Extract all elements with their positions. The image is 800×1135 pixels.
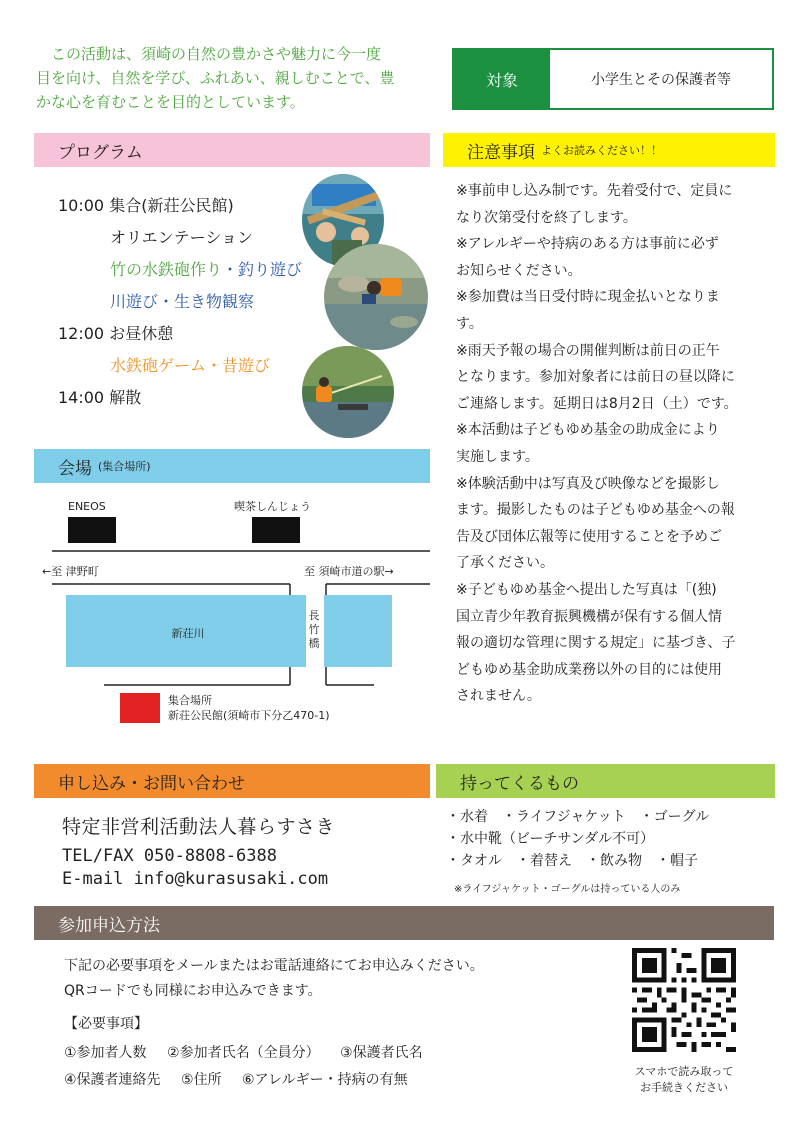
river-play-photo: [324, 244, 428, 350]
apply-line: 下記の必要事項をメールまたはお電話連絡にてお申込みください。: [64, 958, 484, 974]
org-name: 特定非営利活動法人暮らすさき: [62, 816, 336, 838]
program-title: プログラム: [58, 142, 143, 163]
bring-line: ・水中靴（ビーチサンダル不可）: [446, 831, 655, 847]
venue-subtitle: (集合場所): [98, 460, 151, 473]
notice-subtitle: よくお読みください！！: [541, 144, 662, 157]
notice-line: す。: [456, 315, 483, 332]
target-label: 対象: [454, 50, 550, 108]
right-direction: 至 須崎市道の駅→: [304, 565, 394, 578]
venue-map: [34, 495, 430, 745]
apply-instructions: [64, 954, 484, 1004]
requirement-item: ③保護者氏名: [340, 1045, 423, 1061]
bring-header: [436, 764, 775, 798]
apply-line: QRコードでも同様にお申込みできます。: [64, 983, 322, 999]
bridge-label: 長: [308, 609, 320, 622]
water-game-photo: [302, 346, 394, 438]
notice-line: ※本活動は子どもゆめ基金の助成金により: [456, 422, 720, 439]
notice-line: どもゆめ基金助成業務以外の目的には使用: [456, 661, 722, 678]
intro-line: この活動は、須崎の自然の豊かさや魅力に今一度: [36, 45, 382, 63]
bring-list: [446, 806, 709, 872]
requirement-item: ①参加者人数: [64, 1045, 147, 1061]
venue-title: 会場: [58, 458, 92, 479]
requirement-item: ④保護者連絡先: [64, 1072, 161, 1088]
notice-line: ※事前申し込み制です。先着受付で、定員に: [456, 183, 733, 199]
program-item: 川遊び・生き物観察: [110, 292, 255, 311]
meeting-place-marker: [120, 693, 160, 723]
apply-header: [34, 906, 774, 940]
notice-line: 国立青少年教育振興機構が保有する個人情: [456, 608, 722, 625]
eneos-building: [68, 517, 116, 543]
requirement-item: ⑤住所: [181, 1072, 222, 1088]
bridge-label: 竹: [308, 623, 320, 636]
meeting-place-address: 新荘公民館(須崎市下分乙470-1): [168, 709, 330, 722]
program-list: [58, 190, 338, 414]
venue-header: [34, 449, 430, 483]
left-direction: ←至 津野町: [42, 565, 99, 578]
contact-header: [34, 764, 430, 798]
river-label: 新荘川: [171, 627, 205, 640]
meeting-place-label: 集合場所: [168, 694, 212, 707]
notice-header: [443, 133, 775, 167]
target-value: 小学生とその保護者等: [550, 50, 772, 108]
intro-line: かな心を育むことを目的としています。: [36, 93, 305, 111]
bridge-label: 橋: [308, 637, 320, 650]
program-item: 10:00 集合(新荘公民館): [58, 196, 234, 215]
notice-line: なり次第受付を終了します。: [456, 209, 637, 226]
river-right: [324, 595, 392, 667]
program-item: 14:00 解散: [58, 388, 142, 407]
bring-line: ・タオル ・着替え ・飲み物 ・帽子: [446, 853, 698, 869]
bring-title: 持ってくるもの: [460, 773, 579, 794]
notice-line: ます。撮影したものは子どもゆめ基金への報: [456, 502, 735, 519]
program-header: [34, 133, 430, 167]
notice-line: 了承ください。: [456, 555, 554, 572]
target-box: [452, 48, 774, 110]
requirements-row: [64, 1040, 439, 1067]
requirement-item: ⑥アレルギー・持病の有無: [242, 1072, 408, 1088]
notice-line: 報の適切な管理に関する規定」に基づき、子: [456, 635, 736, 652]
bring-line: ・水着 ・ライフジャケット ・ゴーグル: [446, 809, 710, 825]
notice-line: 実施します。: [456, 448, 539, 465]
eneos-label: ENEOS: [68, 500, 106, 513]
notice-line: ※雨天予報の場合の開催判断は前日の正午: [456, 342, 720, 359]
requirements-title: 【必要事項】: [64, 1016, 148, 1032]
intro-text: [36, 42, 438, 114]
notice-title: 注意事項: [467, 142, 535, 163]
requirements-list: [64, 1040, 439, 1094]
bring-note: ※ライフジャケット・ゴーグルは持っている人のみ: [454, 884, 681, 895]
notice-line: 告及び団体広報等に使用することを予めご: [456, 528, 722, 545]
intro-line: 目を向け、自然を学び、ふれあい、親しむことで、豊: [36, 69, 395, 87]
qr-caption-line: スマホで読み取って: [634, 1065, 734, 1078]
notice-line: となります。参加対象者には前日の昼以降に: [456, 369, 735, 386]
notice-line: ご連絡します。延期日は8月2日（土）です。: [456, 395, 738, 412]
notice-line: ※子どもゆめ基金へ提出した写真は「(独): [456, 581, 717, 598]
apply-title: 参加申込方法: [58, 915, 160, 936]
requirements-row: [64, 1067, 439, 1094]
notice-line: お知らせください。: [456, 262, 582, 279]
program-item: 水鉄砲ゲーム・昔遊び: [110, 356, 271, 375]
cafe-building: [252, 517, 300, 543]
phone-number[interactable]: TEL/FAX 050-8808-6388: [62, 846, 277, 866]
program-item: 12:00 お昼休憩: [58, 324, 174, 343]
contact-title: 申し込み・お問い合わせ: [58, 773, 245, 794]
notice-line: ※アレルギーや持病のある方は事前に必ず: [456, 236, 719, 253]
email-address[interactable]: E-mail info@kurasusaki.com: [62, 869, 329, 889]
notice-line: されません。: [456, 688, 541, 705]
notice-line: ※参加費は当日受付時に現金払いとなりま: [456, 289, 720, 306]
notice-line: ※体験活動中は写真及び映像などを撮影し: [456, 475, 720, 492]
qr-caption: [606, 1064, 762, 1096]
notice-list: [456, 178, 774, 710]
program-item: オリエンテーション: [110, 228, 254, 247]
cafe-label: 喫茶しんじょう: [234, 500, 311, 513]
program-item: 竹の水鉄砲作り・釣り遊び: [110, 260, 303, 279]
qr-code-icon[interactable]: [632, 948, 736, 1052]
qr-caption-line: お手続きください: [640, 1081, 728, 1094]
requirement-item: ②参加者氏名（全員分）: [167, 1045, 320, 1061]
